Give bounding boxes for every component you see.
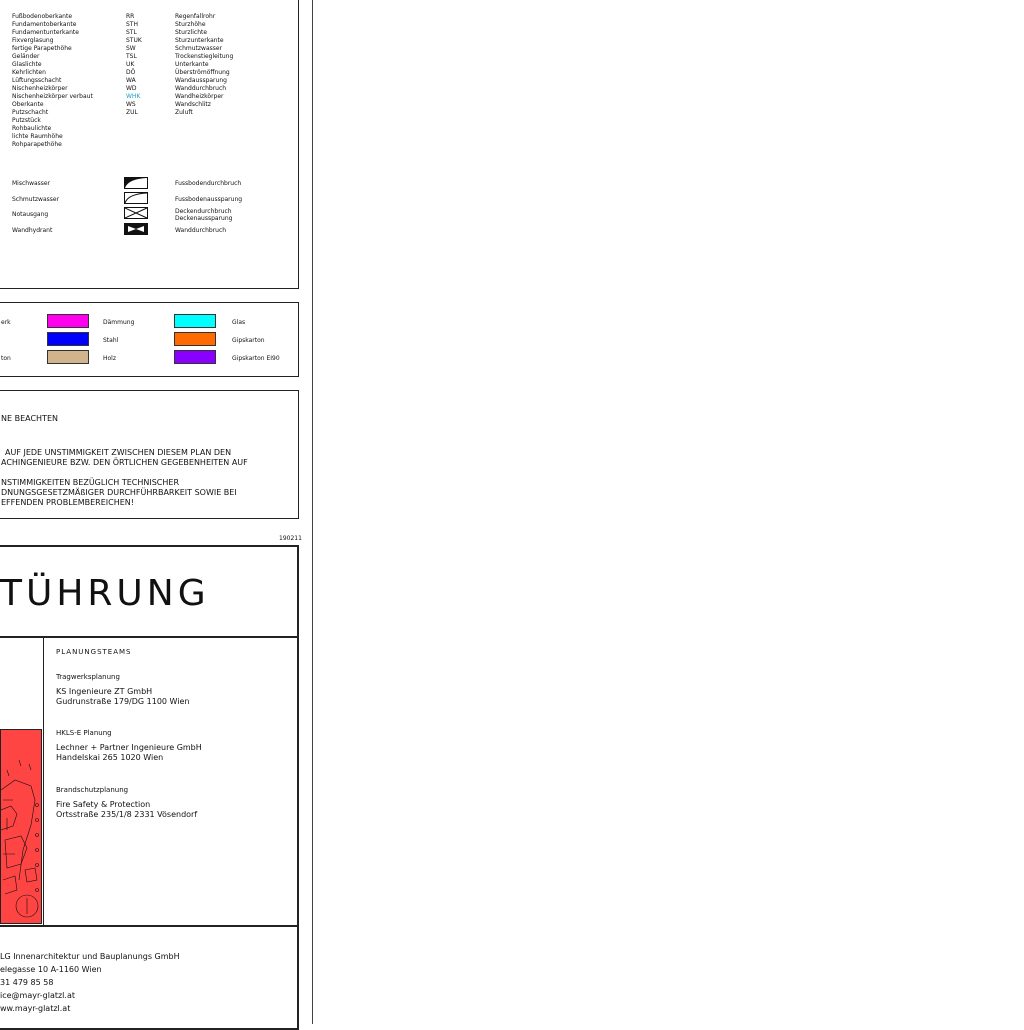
list-item: TSL [126, 53, 137, 60]
list-item: Rohparapethöhe [12, 141, 62, 148]
list-item: Fußbodenoberkante [12, 13, 73, 20]
title-divider [0, 636, 299, 638]
material-label: Dämmung [103, 319, 135, 326]
notice-line: ACHINGENIEURE BZW. DEN ÖRTLICHEN GEGEBENHEITEN AUF [1, 458, 248, 467]
abbreviation-legend-panel [0, 0, 299, 289]
notice-line: EFFENDEN PROBLEMBEREICHEN! [1, 498, 134, 507]
materials-legend-panel [0, 302, 299, 377]
symbol-label-notausgang: Notausgang [12, 211, 49, 218]
list-item: Trockenstiegleitung [175, 53, 234, 60]
symbol-desc-1: Fussbodendurchbruch [175, 180, 242, 187]
ceiling-opening-symbol-icon [124, 207, 148, 219]
symbol-desc-2: Fussbodenaussparung [175, 196, 243, 203]
swatch-gipskarton [174, 332, 216, 346]
notice-line: NSTIMMIGKEITEN BEZÜGLICH TECHNISCHER [1, 478, 180, 487]
symbol-label-wandhydrant: Wandhydrant [12, 227, 53, 234]
list-item: Sturzlichte [175, 29, 208, 36]
swatch-daemmung [47, 314, 89, 328]
list-item: Kehrlichten [12, 69, 46, 76]
list-item: WA [126, 77, 136, 84]
notice-heading: NE BEACHTEN [1, 414, 58, 423]
floor-recess-symbol-icon [124, 192, 148, 204]
company-address: elegasse 10 A-1160 Wien [0, 965, 102, 974]
team-address: Gudrunstraße 179/DG 1100 Wien [56, 697, 190, 706]
symbol-label-mischwasser: Mischwasser [12, 180, 51, 187]
list-item: Fixverglasung [12, 37, 54, 44]
list-item: Zuluft [175, 109, 193, 116]
teams-heading: PLANUNGSTEAMS [56, 648, 132, 656]
swatch-gipskarton-ei90 [174, 350, 216, 364]
list-item: Nischenheizkörper [12, 85, 68, 92]
notice-line: AUF JEDE UNSTIMMIGKEIT ZWISCHEN DIESEM PLAN DEN [5, 448, 232, 457]
list-item: STH [126, 21, 138, 28]
plan-number: 190211 [279, 535, 302, 542]
material-cut-label: ton [1, 355, 11, 362]
company-name: LG Innenarchitektur und Bauplanungs GmbH [0, 952, 180, 961]
team-column-divider [43, 637, 44, 926]
symbol-desc-5: Wanddurchbruch [175, 227, 227, 234]
wall-opening-symbol-icon [124, 223, 148, 235]
list-item: UK [126, 61, 135, 68]
list-item: Schmutzwasser [175, 45, 223, 52]
abbr-column-3 [175, 13, 233, 117]
list-item: Wandschlitz [175, 101, 211, 108]
notice-line: DNUNGSGESETZMÄßIGER DURCHFÜHRBARKEIT SOWIE BEI [1, 488, 237, 497]
list-item: Oberkante [12, 101, 44, 108]
list-item: Überströmöffnung [175, 69, 230, 76]
material-cut-label: erk [1, 319, 11, 326]
company-email: ice@mayr-glatzl.at [0, 991, 75, 1000]
list-item: Rohbaulichte [12, 125, 52, 132]
list-item: WS [126, 101, 136, 108]
list-item: STUK [126, 37, 142, 44]
site-key-map [0, 729, 42, 924]
list-item: Glaslichte [12, 61, 42, 68]
list-item: lichte Raumhöhe [12, 133, 63, 140]
list-item: Wandaussparung [175, 77, 227, 84]
list-item: Nischenheizkörper verbaut [12, 93, 93, 100]
material-label: Gipskarton [232, 337, 265, 344]
material-label: Gipskarton EI90 [232, 355, 280, 362]
swatch-holz [47, 350, 89, 364]
swatch-glas [174, 314, 216, 328]
abbr-column-1 [12, 13, 93, 149]
material-label: Stahl [103, 337, 119, 344]
list-item: SW [126, 45, 136, 52]
list-item: RR [126, 13, 135, 20]
company-divider [0, 925, 299, 927]
list-item: Fundamentoberkante [12, 21, 77, 28]
material-label: Holz [103, 355, 116, 362]
list-item: Wandheizkörper [175, 93, 224, 100]
team-address: Handelskai 265 1020 Wien [56, 753, 164, 762]
notice-panel [0, 390, 299, 519]
list-item: STL [126, 29, 137, 36]
list-item: Sturzunterkante [175, 37, 224, 44]
list-item: Putzschacht [12, 109, 49, 116]
list-item: Geländer [12, 53, 40, 60]
list-item: Putzstück [12, 117, 41, 124]
list-item: WD [126, 85, 137, 92]
team-firm: Fire Safety & Protection [56, 800, 151, 809]
team-role: HKLS-E Planung [56, 729, 112, 737]
list-item: Lüftungsschacht [12, 77, 62, 84]
team-role: Tragwerksplanung [56, 673, 120, 681]
material-label: Glas [232, 319, 246, 326]
team-address: Ortsstraße 235/1/8 2331 Vösendorf [56, 810, 198, 819]
abbr-column-2 [126, 13, 142, 117]
swatch-stahl [47, 332, 89, 346]
symbol-label-schmutzwasser: Schmutzwasser [12, 196, 60, 203]
list-item: Unterkante [175, 61, 209, 68]
list-item: Sturzhöhe [175, 21, 206, 28]
list-item: Wanddurchbruch [175, 85, 227, 92]
team-firm: Lechner + Partner Ingenieure GmbH [56, 743, 202, 752]
site-plan-drawing [1, 730, 42, 924]
team-firm: KS Ingenieure ZT GmbH [56, 687, 153, 696]
list-item: ZUL [126, 109, 138, 116]
symbol-desc-4: Deckenaussparung [175, 215, 233, 222]
team-role: Brandschutzplanung [56, 786, 129, 794]
list-item: Regenfallrohr [175, 13, 216, 20]
list-item-highlight: WHK [126, 93, 141, 100]
sheet-divider-line [312, 0, 313, 1024]
company-website: ww.mayr-glatzl.at [0, 1004, 71, 1013]
list-item: DÖ [126, 69, 136, 76]
symbol-desc-3: Deckendurchbruch [175, 208, 232, 215]
list-item: Fundamentunterkante [12, 29, 79, 36]
list-item: fertige Parapethöhe [12, 45, 72, 52]
page-title: TÜHRUNG [0, 573, 210, 614]
floor-opening-symbol-icon [124, 177, 148, 189]
company-phone: 31 479 85 58 [0, 978, 54, 987]
